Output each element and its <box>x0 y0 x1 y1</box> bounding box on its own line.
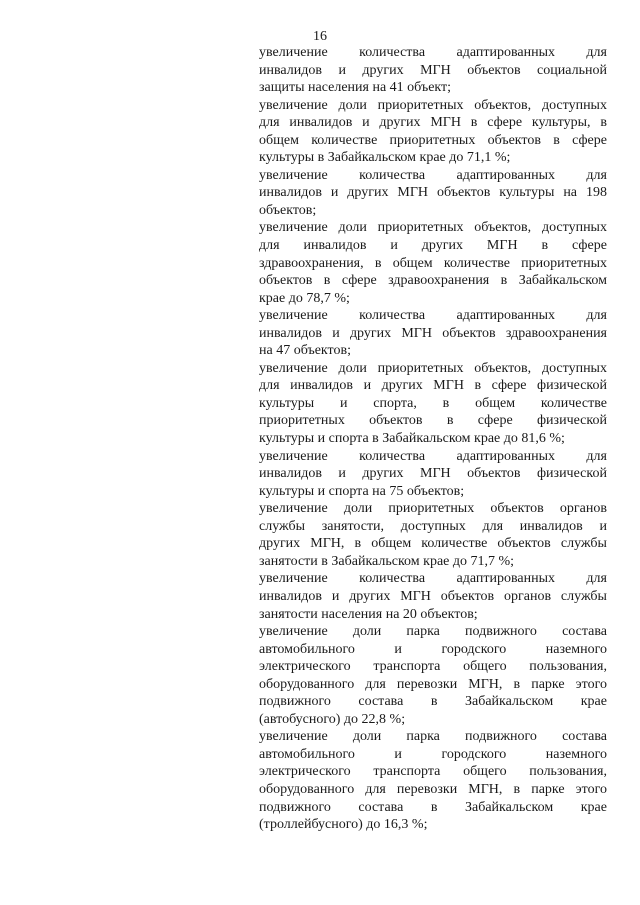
text-line: автомобильного и городского наземного <box>259 641 607 657</box>
text-line: службы занятости, доступных для инвалидов и <box>259 518 607 534</box>
page-number: 16 <box>313 29 327 44</box>
list-item <box>259 448 607 501</box>
text-line: электрического транспорта общего пользования, <box>259 764 607 780</box>
page-body <box>259 44 607 834</box>
text-line: инвалидов и других МГН объектов социальной <box>259 62 607 78</box>
text-line: занятости населения на 20 объектов; <box>259 606 478 622</box>
text-line: увеличение доли приоритетных объектов, доступных <box>259 97 607 113</box>
text-line: приоритетных объектов в сфере физической <box>259 413 607 429</box>
text-line: культуры и спорта на 75 объектов; <box>259 483 465 499</box>
text-line: защиты населения на 41 объект; <box>259 80 452 96</box>
text-line: занятости в Забайкальском крае до 71,7 %; <box>259 553 515 569</box>
text-line: увеличение количества адаптированных для <box>259 167 607 183</box>
text-line: (автобусного) до 22,8 %; <box>259 711 406 727</box>
text-line: оборудованного для перевозки МГН, в парке этого <box>259 781 607 797</box>
text-line: инвалидов и других МГН объектов физической <box>259 466 607 482</box>
text-line: автомобильного и городского наземного <box>259 746 607 762</box>
text-line: увеличение доли парка подвижного состава <box>259 729 607 745</box>
text-line: для инвалидов и других МГН в сфере <box>259 238 607 254</box>
list-item <box>259 97 607 167</box>
text-line: подвижного состава в Забайкальском крае <box>259 694 607 710</box>
text-line: инвалидов и других МГН объектов органов службы <box>259 588 607 604</box>
text-line: оборудованного для перевозки МГН, в парке этого <box>259 676 607 692</box>
list-item <box>259 500 607 570</box>
text-line: инвалидов и других МГН объектов здравоохранения <box>259 325 607 341</box>
text-line: инвалидов и других МГН объектов культуры на 198 <box>259 185 607 201</box>
list-item <box>259 219 607 307</box>
list-item <box>259 167 607 220</box>
text-line: увеличение количества адаптированных для <box>259 45 607 60</box>
text-line: подвижного состава в Забайкальском крае <box>259 799 607 815</box>
text-line: (троллейбусного) до 16,3 %; <box>259 817 428 833</box>
text-line: других МГН, в общем количестве объектов службы <box>259 536 607 552</box>
text-line: увеличение доли приоритетных объектов, доступных <box>259 220 607 236</box>
text-line: объектов; <box>259 202 317 218</box>
text-line: объектов в сфере здравоохранения в Забайкальском <box>259 273 607 289</box>
text-line: увеличение количества адаптированных для <box>259 448 607 464</box>
text-line: электрического транспорта общего пользования, <box>259 659 607 675</box>
text-line: культуры и спорта в Забайкальском крае до 81,6 %; <box>259 431 565 447</box>
text-line: увеличение доли приоритетных объектов, доступных <box>259 360 607 376</box>
list-item <box>259 728 607 833</box>
text-line: увеличение количества адаптированных для <box>259 571 607 587</box>
text-line: культуры в Забайкальском крае до 71,1 %; <box>259 150 511 166</box>
list-item <box>259 360 607 448</box>
text-line: крае до 78,7 %; <box>259 290 350 306</box>
text-line: общем количестве приоритетных объектов в сфере <box>259 132 607 148</box>
list-item <box>259 623 607 728</box>
list-item <box>259 570 607 623</box>
text-line: увеличение доли парка подвижного состава <box>259 624 607 640</box>
text-line: для инвалидов и других МГН в сфере физической <box>259 378 607 394</box>
text-line: культуры и спорта, в общем количестве <box>259 395 607 411</box>
text-line: увеличение доли приоритетных объектов органов <box>259 501 607 517</box>
list-item <box>259 307 607 360</box>
text-line: увеличение количества адаптированных для <box>259 308 607 324</box>
text-line: здравоохранения, в общем количестве приоритетных <box>259 255 607 271</box>
list-item <box>259 44 607 97</box>
text-line: на 47 объектов; <box>259 343 351 359</box>
text-line: для инвалидов и других МГН в сфере культуры, в <box>259 115 607 131</box>
